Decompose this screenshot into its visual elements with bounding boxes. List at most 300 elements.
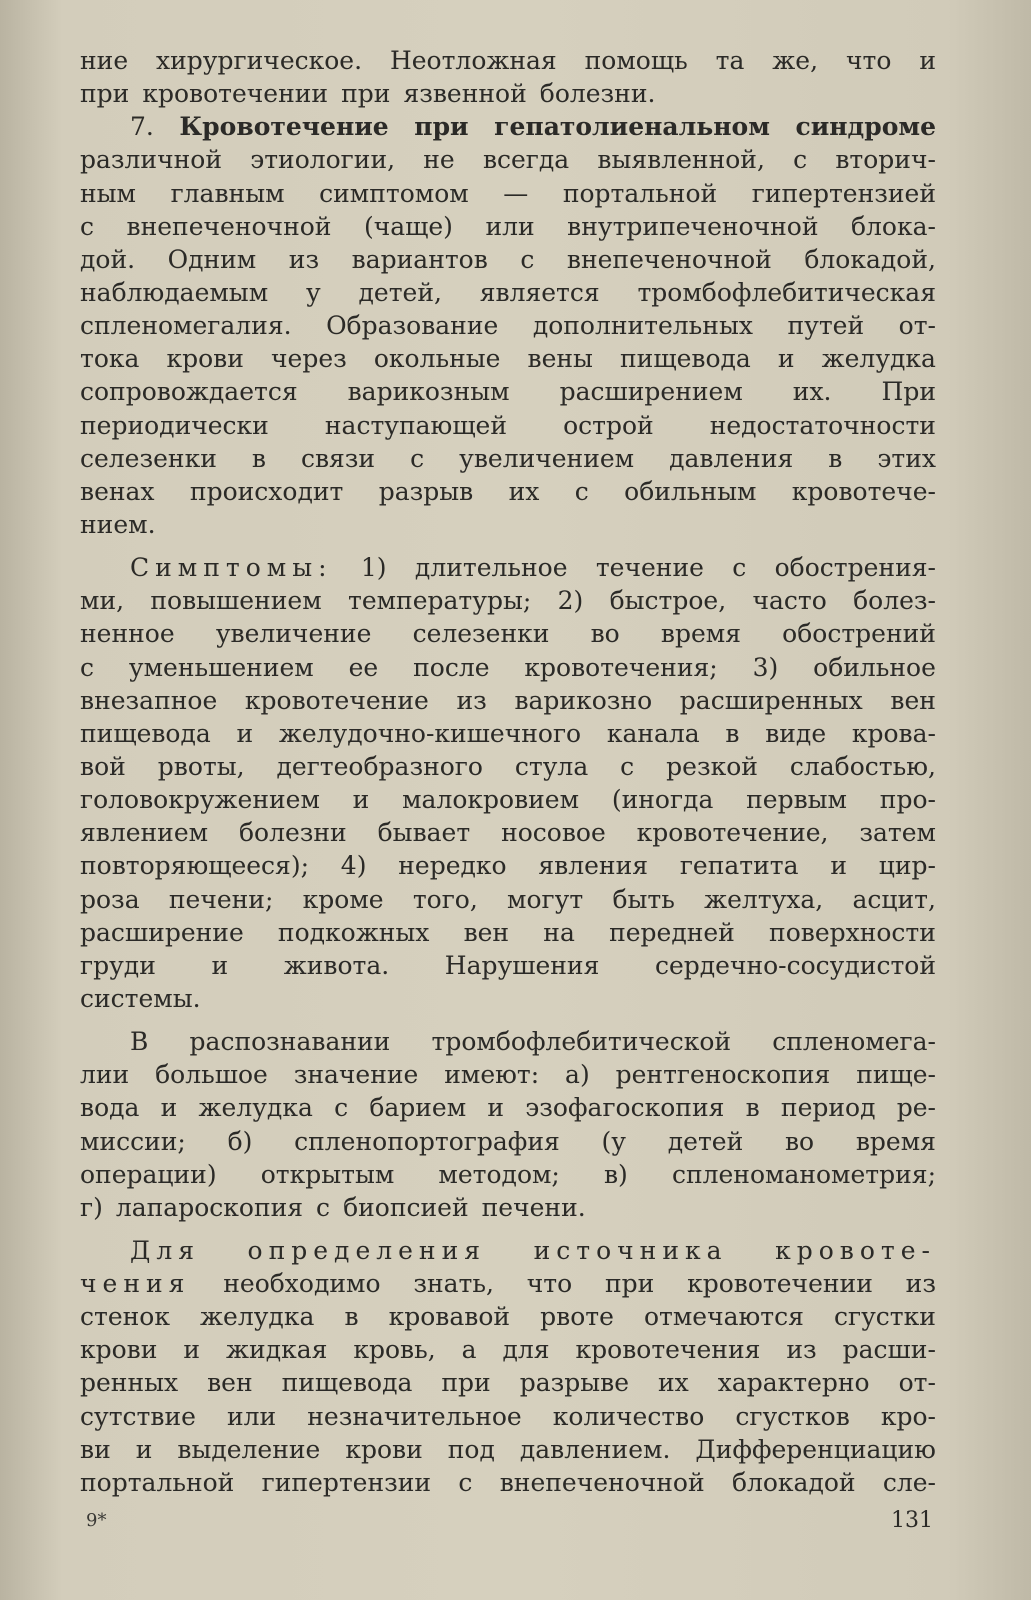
word: тромбофлебитическая xyxy=(637,277,936,307)
text-line xyxy=(80,949,936,982)
word: же, xyxy=(772,46,819,75)
word: и xyxy=(160,1093,178,1123)
word: нием. xyxy=(80,509,156,539)
word: кроме xyxy=(302,884,384,914)
word: язвенной xyxy=(403,79,527,109)
text-line xyxy=(80,1158,936,1191)
word: гепатолиенальном xyxy=(494,112,770,142)
word: знать, xyxy=(413,1269,494,1299)
word: и xyxy=(487,1093,505,1123)
word: системы. xyxy=(80,983,201,1013)
word: 7. xyxy=(130,112,154,142)
word: Неотложная xyxy=(389,46,557,75)
word: или xyxy=(226,1401,277,1431)
word: Для xyxy=(130,1235,200,1265)
word: в) xyxy=(603,1159,628,1189)
word: количество xyxy=(552,1401,705,1431)
word: кровотечения xyxy=(575,1335,761,1365)
word: асцит, xyxy=(852,884,936,914)
word: печени; xyxy=(168,884,274,914)
word: кровоте- xyxy=(775,1235,936,1265)
word: Кровотечение xyxy=(179,112,389,142)
word: увеличение xyxy=(215,619,372,649)
text-line xyxy=(80,409,936,442)
word: от- xyxy=(898,311,936,341)
word: от- xyxy=(898,1368,936,1398)
word: из xyxy=(456,685,487,715)
word: портальной xyxy=(562,178,718,208)
word: расши- xyxy=(842,1335,936,1365)
word: операции) xyxy=(80,1159,217,1189)
word: не xyxy=(423,145,455,175)
word: из xyxy=(288,244,320,274)
word: повторяющееся); xyxy=(80,851,309,881)
word: при xyxy=(80,79,130,109)
word: ре- xyxy=(896,1093,936,1123)
word: синдроме xyxy=(795,112,936,142)
word: является xyxy=(479,277,600,307)
word: из xyxy=(905,1269,936,1299)
text-line xyxy=(80,1191,936,1224)
word: слабостью, xyxy=(789,751,936,781)
word: пище- xyxy=(856,1060,936,1090)
word: внепеченочной xyxy=(499,1467,705,1497)
word: путей xyxy=(787,311,865,341)
text-line xyxy=(80,1333,936,1366)
word: желудка xyxy=(200,1302,315,1332)
text-line xyxy=(80,1466,936,1499)
word: незначительное xyxy=(307,1401,522,1431)
word: и xyxy=(352,785,370,815)
text-line xyxy=(80,508,936,541)
word: кровотечение xyxy=(244,685,429,715)
word: помощь xyxy=(584,46,688,75)
word: варикозным xyxy=(347,377,510,407)
word: ным xyxy=(80,178,137,208)
word: спленопортография xyxy=(294,1126,560,1156)
word: биопсией xyxy=(343,1192,469,1222)
text-line xyxy=(80,1025,936,1058)
word: наблюдаемым xyxy=(80,277,269,307)
word: блокадой, xyxy=(804,244,936,274)
word: жидкая xyxy=(226,1335,328,1365)
word: 4) xyxy=(340,851,367,881)
text-line xyxy=(80,916,936,949)
word: вода xyxy=(80,1093,140,1123)
word: сле- xyxy=(882,1467,936,1497)
text-line xyxy=(80,210,936,243)
word: блокадой xyxy=(731,1467,856,1497)
word: (иногда xyxy=(611,785,714,815)
word: венах xyxy=(80,476,155,506)
word: и xyxy=(830,851,847,881)
word: груди xyxy=(80,950,156,980)
word: лии xyxy=(80,1060,130,1090)
text-line xyxy=(80,584,936,617)
word: их xyxy=(657,1368,689,1398)
word: в xyxy=(344,1302,359,1332)
word: во xyxy=(590,619,620,649)
word: при xyxy=(341,79,391,109)
text-line xyxy=(80,717,936,750)
text-line xyxy=(80,849,936,882)
word: (у xyxy=(601,1126,627,1156)
word: их xyxy=(508,476,540,506)
word: тока xyxy=(80,344,140,374)
word: 3) xyxy=(752,652,779,682)
word: кровотечении xyxy=(687,1269,873,1299)
word: В xyxy=(130,1027,149,1057)
text-line xyxy=(80,309,936,342)
word: обильное xyxy=(813,652,936,682)
word: что xyxy=(526,1269,573,1299)
word: крови xyxy=(80,1335,158,1365)
word: внутрипеченочной xyxy=(567,211,819,241)
text-line xyxy=(80,475,936,508)
word: болезни. xyxy=(539,79,656,109)
word: под xyxy=(447,1434,495,1464)
text-line xyxy=(80,1234,936,1267)
word: при xyxy=(414,112,469,142)
word: вой xyxy=(80,751,126,781)
word: с xyxy=(574,476,589,506)
word: с xyxy=(334,1093,349,1123)
word: детей, xyxy=(358,277,442,307)
word: (чаще) xyxy=(363,211,453,241)
word: обильным xyxy=(624,476,757,506)
word: поверхности xyxy=(769,917,936,947)
word: пищевода xyxy=(281,1368,413,1398)
word: вены xyxy=(527,344,593,374)
word: расширенных xyxy=(679,685,863,715)
word: на xyxy=(543,917,575,947)
word: миссии; xyxy=(80,1126,186,1156)
word: живота. xyxy=(283,950,390,980)
word: необходимо xyxy=(223,1269,381,1299)
word: гипертензии xyxy=(261,1467,432,1497)
word: внепеченочной xyxy=(126,211,332,241)
word: из xyxy=(786,1335,817,1365)
word: вен xyxy=(890,685,936,715)
word: после xyxy=(413,652,490,682)
word: их. xyxy=(792,377,832,407)
word: рвоте xyxy=(540,1302,614,1332)
word: малокровием xyxy=(402,785,580,815)
word: кровотечение, xyxy=(636,818,829,848)
word: пищевода xyxy=(620,344,751,374)
word: первым xyxy=(746,785,848,815)
page-number: 131 xyxy=(891,1508,933,1533)
text-line xyxy=(80,750,936,783)
text-line xyxy=(80,276,936,309)
word: в xyxy=(745,1093,760,1123)
word: большое xyxy=(155,1060,268,1090)
word: в xyxy=(725,718,740,748)
paragraph-gap xyxy=(80,1015,936,1025)
word: Дифференциацию xyxy=(695,1434,936,1464)
word: спленомегалия. xyxy=(80,311,292,341)
word: имеют: xyxy=(444,1060,540,1090)
word: всегда xyxy=(482,145,570,175)
word: температуры; xyxy=(347,586,532,616)
word: обострения- xyxy=(774,553,936,583)
text-line xyxy=(80,1267,936,1300)
word: с xyxy=(620,751,635,781)
word: ние xyxy=(80,46,129,75)
word: крова- xyxy=(851,718,936,748)
word: кровавой xyxy=(388,1302,511,1332)
paragraph-gap xyxy=(80,1224,936,1234)
word: окольные xyxy=(373,344,501,374)
word: периодически xyxy=(80,410,269,440)
word: а xyxy=(461,1335,477,1365)
word: ми, xyxy=(80,586,125,616)
word: давлением. xyxy=(519,1434,671,1464)
word: резкой xyxy=(666,751,758,781)
word: кро- xyxy=(880,1401,936,1431)
text-line xyxy=(80,143,936,176)
word: Симптомы: xyxy=(130,553,333,583)
word: внезапное xyxy=(80,685,218,715)
word: Нарушения xyxy=(444,950,600,980)
word: дополнительных xyxy=(532,311,753,341)
word: во xyxy=(784,1126,815,1156)
word: блока- xyxy=(851,211,936,241)
word: стенок xyxy=(80,1302,170,1332)
text-line xyxy=(80,617,936,650)
word: вен xyxy=(463,917,510,947)
word: с xyxy=(80,652,95,682)
word: того, xyxy=(412,884,478,914)
word: определения xyxy=(247,1235,487,1265)
word: значение xyxy=(293,1060,419,1090)
word: желудочно-кишечного xyxy=(278,718,582,748)
word: болез- xyxy=(853,586,936,616)
word: сгустков xyxy=(735,1401,850,1431)
word: б) xyxy=(227,1126,253,1156)
word: время xyxy=(660,619,741,649)
word: и xyxy=(211,950,229,980)
word: источника xyxy=(533,1235,728,1265)
word: селезенки xyxy=(80,443,217,473)
word: этих xyxy=(877,443,936,473)
word: и xyxy=(919,46,936,75)
word: период xyxy=(780,1093,876,1123)
word: вариантов xyxy=(351,244,488,274)
word: наступающей xyxy=(324,410,508,440)
word: передней xyxy=(609,917,735,947)
word: хирургическое. xyxy=(156,46,363,75)
word: для xyxy=(502,1335,550,1365)
word: быстрое, xyxy=(609,586,727,616)
word: быть xyxy=(612,884,675,914)
word: часто xyxy=(752,586,827,616)
word: и xyxy=(183,1335,201,1365)
word: спленомега- xyxy=(772,1027,936,1057)
word: ненное xyxy=(80,619,175,649)
word: различной xyxy=(80,145,222,175)
word: Образование xyxy=(326,311,499,341)
word: варикозно xyxy=(514,685,653,715)
word: нередко xyxy=(398,851,507,881)
word: и xyxy=(236,718,254,748)
word: с xyxy=(458,1467,473,1497)
word: желудка xyxy=(198,1093,313,1123)
word: недостаточности xyxy=(709,410,936,440)
word: Одним xyxy=(167,244,257,274)
word: давления xyxy=(669,443,794,473)
word: с xyxy=(793,145,808,175)
word: происходит xyxy=(189,476,344,506)
word: с xyxy=(316,1192,331,1222)
word: эзофагоскопия xyxy=(525,1093,725,1123)
text-line xyxy=(80,44,936,77)
word: у xyxy=(305,277,321,307)
word: сгустки xyxy=(833,1302,936,1332)
word: симптомом xyxy=(319,178,469,208)
word: острой xyxy=(563,410,654,440)
word: гепатита xyxy=(679,851,799,881)
word: кровь, xyxy=(353,1335,436,1365)
word: селезенки xyxy=(412,619,550,649)
text-line xyxy=(80,243,936,276)
word: гипертензией xyxy=(751,178,936,208)
word: кровотече- xyxy=(791,476,936,506)
word: течение xyxy=(595,553,704,583)
word: роза xyxy=(80,884,140,914)
text-line xyxy=(80,1300,936,1333)
word: рентгеноскопия xyxy=(615,1060,831,1090)
word: главным xyxy=(170,178,285,208)
word: та xyxy=(715,46,745,75)
word: этиологии, xyxy=(250,145,396,175)
word: внепеченочной xyxy=(566,244,772,274)
word: что xyxy=(845,46,892,75)
word: сопровождается xyxy=(80,377,298,407)
word: выявленной, xyxy=(597,145,765,175)
word: разрыв xyxy=(378,476,474,506)
word: желтуха, xyxy=(704,884,824,914)
word: с xyxy=(80,211,95,241)
text-line xyxy=(80,1125,936,1158)
word: спленоманометрия; xyxy=(671,1159,936,1189)
word: кровотечении xyxy=(142,79,329,109)
word: с xyxy=(520,244,535,274)
word: расширением xyxy=(559,377,743,407)
word: подкожных xyxy=(277,917,430,947)
word: ее xyxy=(348,652,379,682)
word: — xyxy=(503,178,529,208)
word: про- xyxy=(879,785,936,815)
word: через xyxy=(271,344,347,374)
word: расширение xyxy=(80,917,244,947)
word: ви xyxy=(80,1434,111,1464)
word: в xyxy=(828,443,843,473)
word: при xyxy=(604,1269,655,1299)
word: время xyxy=(855,1126,936,1156)
body-text xyxy=(80,44,936,1499)
word: желудка xyxy=(821,344,936,374)
word: крови xyxy=(345,1434,423,1464)
text-line xyxy=(80,375,936,408)
word: открытым xyxy=(260,1159,395,1189)
word: явлением xyxy=(80,818,209,848)
word: стула xyxy=(514,751,589,781)
word: в xyxy=(251,443,266,473)
word: дегтеобразного xyxy=(276,751,483,781)
text-line xyxy=(80,1366,936,1399)
word: головокружением xyxy=(80,785,320,815)
word: бывает xyxy=(377,818,471,848)
word: с xyxy=(732,553,747,583)
word: повышением xyxy=(150,586,322,616)
word: крови xyxy=(166,344,244,374)
word: явления xyxy=(538,851,649,881)
word: обострений xyxy=(782,619,936,649)
word: сутствие xyxy=(80,1401,196,1431)
text-line xyxy=(80,684,936,717)
word: цир- xyxy=(878,851,936,881)
word: или xyxy=(485,211,535,241)
word: выделение xyxy=(177,1434,321,1464)
word: характерно xyxy=(717,1368,870,1398)
word: барием xyxy=(369,1093,467,1123)
word: увеличением xyxy=(459,443,635,473)
text-line xyxy=(80,1058,936,1091)
word: 1) xyxy=(360,553,387,583)
word: отмечаются xyxy=(643,1302,804,1332)
word: детей xyxy=(667,1126,744,1156)
text-line xyxy=(80,77,936,110)
word: печени. xyxy=(481,1192,586,1222)
word: распознавании xyxy=(189,1027,391,1057)
text-line xyxy=(80,816,936,849)
word: ренных xyxy=(80,1368,179,1398)
text-line xyxy=(80,783,936,816)
signature-mark: 9* xyxy=(86,1510,107,1531)
word: вен xyxy=(207,1368,253,1398)
text-line xyxy=(80,442,936,475)
text-line xyxy=(80,110,936,143)
word: связи xyxy=(300,443,376,473)
word: и xyxy=(135,1434,153,1464)
word: пищевода xyxy=(80,718,211,748)
word: кровотечения; xyxy=(524,652,718,682)
text-line xyxy=(80,342,936,375)
text-line xyxy=(80,1091,936,1124)
word: тромбофлебитической xyxy=(431,1027,732,1057)
word: виде xyxy=(765,718,827,748)
text-line xyxy=(80,177,936,210)
text-line xyxy=(80,982,936,1015)
text-line xyxy=(80,551,936,584)
word: чения xyxy=(80,1269,191,1299)
text-line xyxy=(80,1433,936,1466)
word: 2) xyxy=(557,586,584,616)
word: уменьшением xyxy=(128,652,314,682)
word: могут xyxy=(507,884,584,914)
word: затем xyxy=(859,818,936,848)
paragraph-gap xyxy=(80,541,936,551)
word: методом; xyxy=(438,1159,560,1189)
word: г) xyxy=(80,1192,103,1222)
word: вторич- xyxy=(835,145,936,175)
word: болезни xyxy=(238,818,347,848)
word: сердечно-сосудистой xyxy=(654,950,936,980)
word: при xyxy=(441,1368,491,1398)
word: а) xyxy=(565,1060,590,1090)
text-line xyxy=(80,883,936,916)
